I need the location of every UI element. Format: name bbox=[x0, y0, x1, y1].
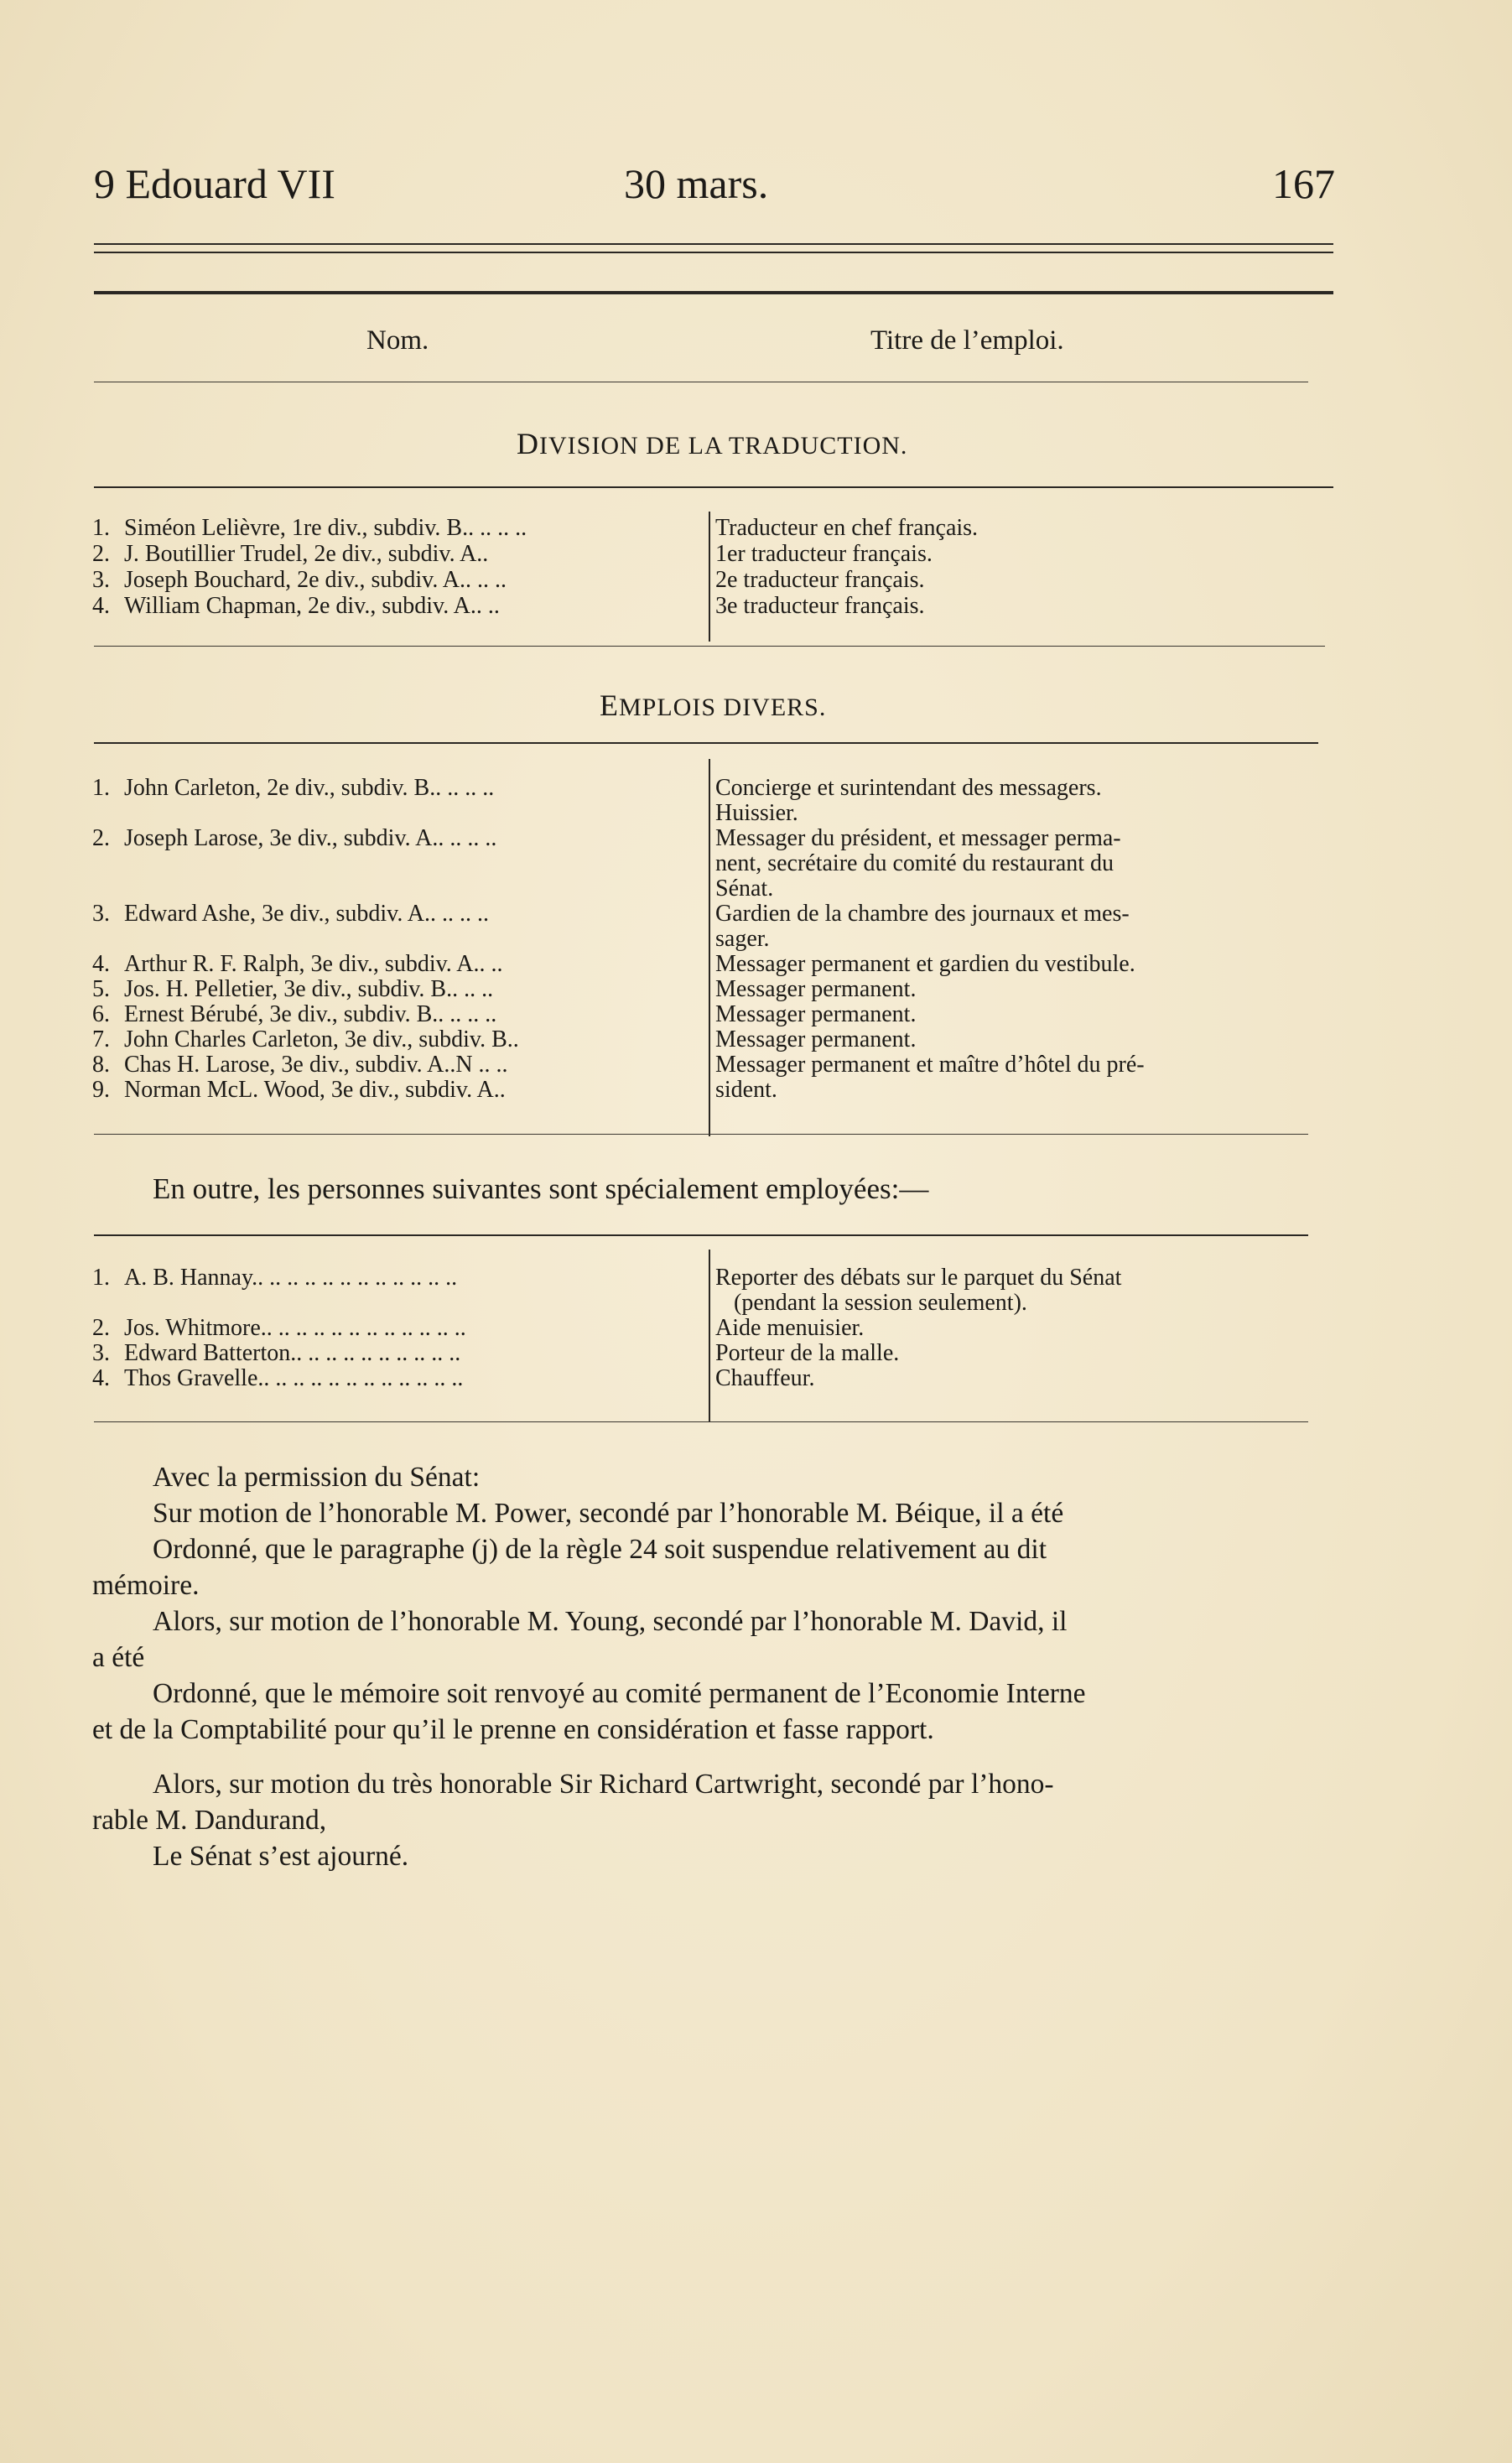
section-title-emplois-divers: EMPLOIS DIVERS. bbox=[600, 688, 827, 722]
table-row: 2. Jos. Whitmore.. .. .. .. .. .. .. .. .. .. .. .. Aide menuisier. bbox=[92, 1315, 865, 1341]
body-line: a été bbox=[92, 1642, 145, 1673]
header-rule-1 bbox=[94, 243, 1333, 245]
body-line: Sur motion de l’honorable M. Power, secondé par l’honorable M. Béique, il a été bbox=[153, 1498, 1064, 1529]
body-line: Alors, sur motion de l’honorable M. Young, secondé par l’honorable M. David, il bbox=[153, 1606, 1068, 1637]
special-top-rule bbox=[94, 1234, 1308, 1236]
body-line: rable M. Dandurand, bbox=[92, 1805, 327, 1836]
section-1-top-rule bbox=[94, 486, 1333, 488]
table-row: Sénat. bbox=[715, 876, 774, 902]
body-text bbox=[92, 1459, 1332, 1874]
column-heading-name: Nom. bbox=[366, 325, 429, 356]
table-row: 4. Thos Gravelle.. .. .. .. .. .. .. .. .. .. .. .. Chauffeur. bbox=[92, 1365, 815, 1391]
header-rule-2 bbox=[94, 252, 1333, 253]
table-row: 1. John Carleton, 2e div., subdiv. B.. .. .. .. Concierge et surintendant des messagers. bbox=[92, 775, 1102, 801]
body-line: Ordonné, que le paragraphe (j) de la règle 24 soit suspendue relativement au dit bbox=[153, 1534, 1047, 1565]
body-line: Alors, sur motion du très honorable Sir Richard Cartwright, secondé par l’hono- bbox=[153, 1769, 1054, 1800]
table-row: sager. bbox=[715, 926, 770, 952]
table-top-rule bbox=[94, 291, 1333, 294]
special-intro: En outre, les personnes suivantes sont spécialement employées:— bbox=[153, 1172, 929, 1205]
table-row: 7. John Charles Carleton, 3e div., subdiv. B.. Messager permanent. bbox=[92, 1026, 917, 1052]
body-line: Le Sénat s’est ajourné. bbox=[153, 1841, 409, 1872]
table-row: Huissier. bbox=[715, 800, 798, 826]
section-2-top-rule bbox=[94, 742, 1318, 744]
paragraph-spacer bbox=[92, 1748, 1332, 1766]
table-row: 3. Joseph Bouchard, 2e div., subdiv. A.. .. .. 2e traducteur français. bbox=[92, 567, 925, 593]
page-number: 167 bbox=[1272, 160, 1335, 207]
table-row: 3. Edward Batterton.. .. .. .. .. .. .. .. .. .. Porteur de la malle. bbox=[92, 1340, 900, 1366]
session-label: 9 Edouard VII bbox=[94, 160, 335, 207]
special-bottom-rule bbox=[94, 1421, 1308, 1422]
date-label: 30 mars. bbox=[624, 160, 769, 207]
table-row: (pendant la session seulement). bbox=[734, 1290, 1027, 1316]
body-line: Avec la permission du Sénat: bbox=[153, 1462, 481, 1493]
table-row: 4. Arthur R. F. Ralph, 3e div., subdiv. A.. .. Messager permanent et gardien du vestibule. bbox=[92, 951, 1135, 977]
table-row: 2. Joseph Larose, 3e div., subdiv. A.. .. .. .. Messager du président, et messager perma- bbox=[92, 825, 1121, 851]
table-row: 2. J. Boutillier Trudel, 2e div., subdiv. A.. 1er traducteur français. bbox=[92, 541, 933, 567]
body-line: Ordonné, que le mémoire soit renvoyé au comité permanent de l’Economie Interne bbox=[153, 1678, 1086, 1709]
table-row: 3. Edward Ashe, 3e div., subdiv. A.. .. .. .. Gardien de la chambre des journaux et mes- bbox=[92, 901, 1130, 927]
table-row: 1. A. B. Hannay.. .. .. .. .. .. .. .. .. .. .. .. Reporter des débats sur le parquet du Sénat bbox=[92, 1265, 1122, 1291]
section-2-column-divider bbox=[709, 759, 710, 1136]
section-title-traduction: DIVISION DE LA TRADUCTION. bbox=[517, 427, 908, 460]
table-row: 1. Siméon Lelièvre, 1re div., subdiv. B.. .. .. .. Traducteur en chef français. bbox=[92, 515, 979, 541]
running-head bbox=[94, 159, 1335, 210]
table-row: 9. Norman McL. Wood, 3e div., subdiv. A.. sident. bbox=[92, 1077, 777, 1103]
section-2-bottom-rule bbox=[94, 1134, 1308, 1135]
column-heading-title: Titre de l’emploi. bbox=[870, 325, 1064, 356]
section-1-column-divider bbox=[709, 512, 710, 642]
table-row: 6. Ernest Bérubé, 3e div., subdiv. B.. .. .. .. Messager permanent. bbox=[92, 1001, 917, 1027]
table-row: 4. William Chapman, 2e div., subdiv. A.. .. 3e traducteur français. bbox=[92, 593, 925, 619]
section-1-bottom-rule bbox=[94, 646, 1325, 647]
table-row: nent, secrétaire du comité du restaurant du bbox=[715, 850, 1115, 876]
special-column-divider bbox=[709, 1250, 710, 1421]
table-row: 8. Chas H. Larose, 3e div., subdiv. A..N .. .. Messager permanent et maître d’hôtel du pré- bbox=[92, 1052, 1145, 1078]
body-line: et de la Comptabilité pour qu’il le prenne en considération et fasse rapport. bbox=[92, 1714, 934, 1745]
body-line: mémoire. bbox=[92, 1570, 200, 1601]
table-row: 5. Jos. H. Pelletier, 3e div., subdiv. B.. .. .. Messager permanent. bbox=[92, 976, 917, 1002]
